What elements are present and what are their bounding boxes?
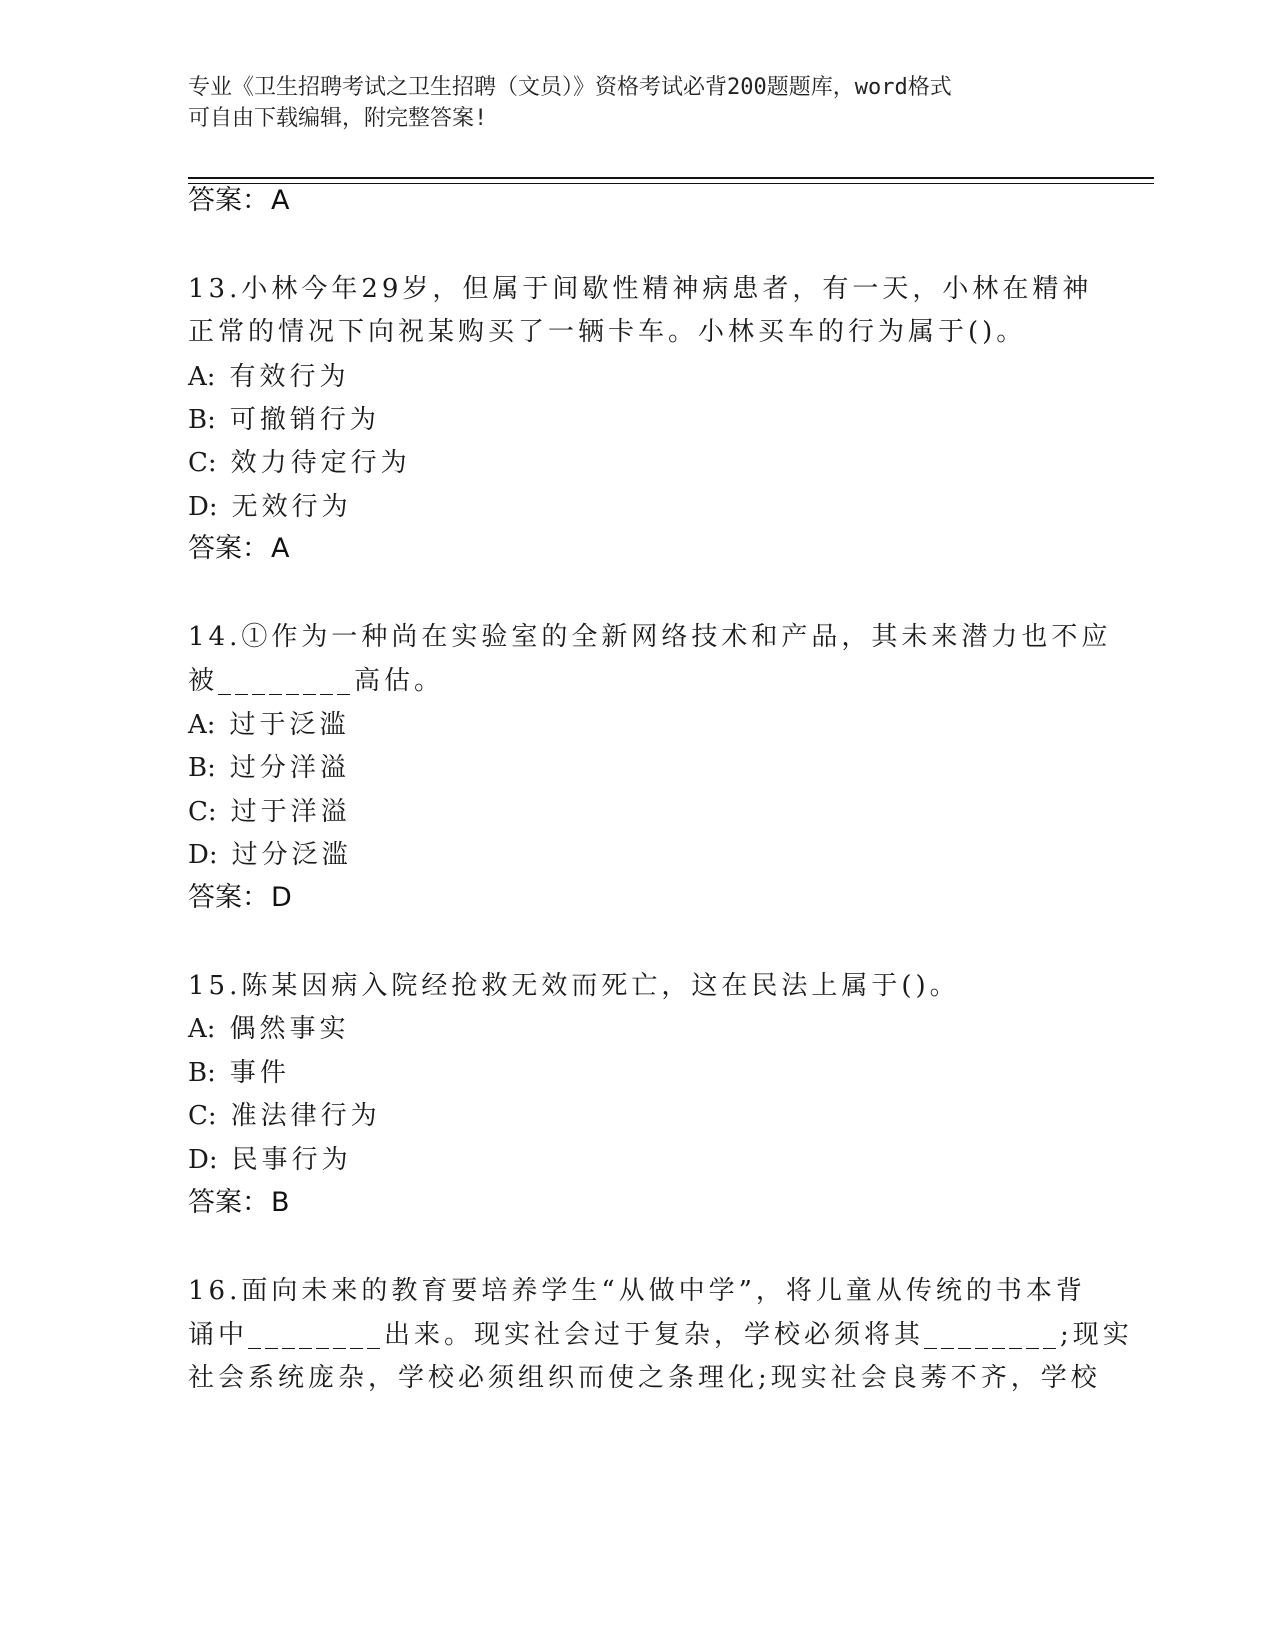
question-13-line-2: 正常的情况下向祝某购买了一辆卡车。小林买车的行为属于()。 <box>188 317 1027 347</box>
question-13-option-a: A: 有效行为 <box>188 362 350 392</box>
header-line-1: 专业《卫生招聘考试之卫生招聘（文员）》资格考试必背200题题库，word格式 <box>188 75 952 100</box>
question-15-option-a: A: 偶然事实 <box>188 1014 350 1044</box>
option-text: 准法律行为 <box>230 1101 381 1131</box>
option-text: 过于泛滥 <box>229 710 350 740</box>
option-letter: B <box>188 1058 208 1088</box>
option-text: 过于洋溢 <box>230 797 351 827</box>
answer-value: B <box>271 1187 290 1218</box>
option-letter: A <box>188 362 207 392</box>
question-13-option-d: D: 无效行为 <box>188 492 352 522</box>
option-letter: A <box>188 710 207 740</box>
option-text: 无效行为 <box>231 492 352 522</box>
option-text: 偶然事实 <box>229 1014 350 1044</box>
question-14-line-1: 14.①作为一种尚在实验室的全新网络技术和产品，其未来潜力也不应 <box>188 622 1112 652</box>
question-15-option-b: B: 事件 <box>188 1058 290 1088</box>
header-rule-thick <box>188 177 1154 179</box>
option-letter: D <box>188 1145 209 1175</box>
question-14-option-a: A: 过于泛滥 <box>188 710 350 740</box>
question-13-answer <box>188 532 289 566</box>
header-rule-thin <box>188 183 1154 184</box>
answer-value: D <box>271 882 292 913</box>
question-14-line-2: 被________高估。 <box>188 666 445 696</box>
answer-label: 答案： <box>188 185 269 216</box>
answer-label: 答案： <box>188 882 269 913</box>
option-text: 事件 <box>229 1058 290 1088</box>
document-header <box>188 72 1068 134</box>
answer-label: 答案： <box>188 1187 269 1218</box>
question-14-option-c: C: 过于洋溢 <box>188 797 351 827</box>
option-text: 过分洋溢 <box>229 753 350 783</box>
option-letter: C <box>188 448 208 478</box>
question-15-option-d: D: 民事行为 <box>188 1145 352 1175</box>
option-letter: D <box>188 840 209 870</box>
question-14-option-b: B: 过分洋溢 <box>188 753 350 783</box>
question-14-answer <box>188 881 292 915</box>
option-text: 可撤销行为 <box>229 405 380 435</box>
answer-value: A <box>271 533 290 564</box>
question-16-line-3: 社会系统庞杂，学校必须组织而使之条理化;现实社会良莠不齐，学校 <box>188 1363 1101 1393</box>
option-letter: A <box>188 1014 207 1044</box>
question-13-line-1: 13.小林今年29岁，但属于间歇性精神病患者，有一天，小林在精神 <box>188 274 1093 304</box>
option-letter: D <box>188 492 209 522</box>
option-text: 效力待定行为 <box>230 448 411 478</box>
question-13-option-c: C: 效力待定行为 <box>188 448 411 478</box>
option-letter: B <box>188 753 208 783</box>
question-15-answer <box>188 1186 290 1220</box>
question-14-option-d: D: 过分泛滥 <box>188 840 352 870</box>
question-15-line-1: 15.陈某因病入院经抢救无效而死亡，这在民法上属于()。 <box>188 971 960 1001</box>
answer-line <box>188 184 289 218</box>
option-letter: B <box>188 405 208 435</box>
question-16-line-2: 诵中________出来。现实社会过于复杂，学校必须将其________;现实 <box>188 1320 1133 1350</box>
answer-value: A <box>271 185 290 216</box>
option-text: 民事行为 <box>231 1145 352 1175</box>
question-15-option-c: C: 准法律行为 <box>188 1101 381 1131</box>
option-text: 有效行为 <box>229 362 350 392</box>
option-text: 过分泛滥 <box>231 840 352 870</box>
option-letter: C <box>188 1101 208 1131</box>
answer-label: 答案： <box>188 533 269 564</box>
question-16-line-1: 16.面向未来的教育要培养学生“从做中学”，将儿童从传统的书本背 <box>188 1276 1086 1306</box>
header-line-2: 可自由下载编辑，附完整答案! <box>188 106 488 131</box>
question-13-option-b: B: 可撤销行为 <box>188 405 380 435</box>
option-letter: C <box>188 797 208 827</box>
